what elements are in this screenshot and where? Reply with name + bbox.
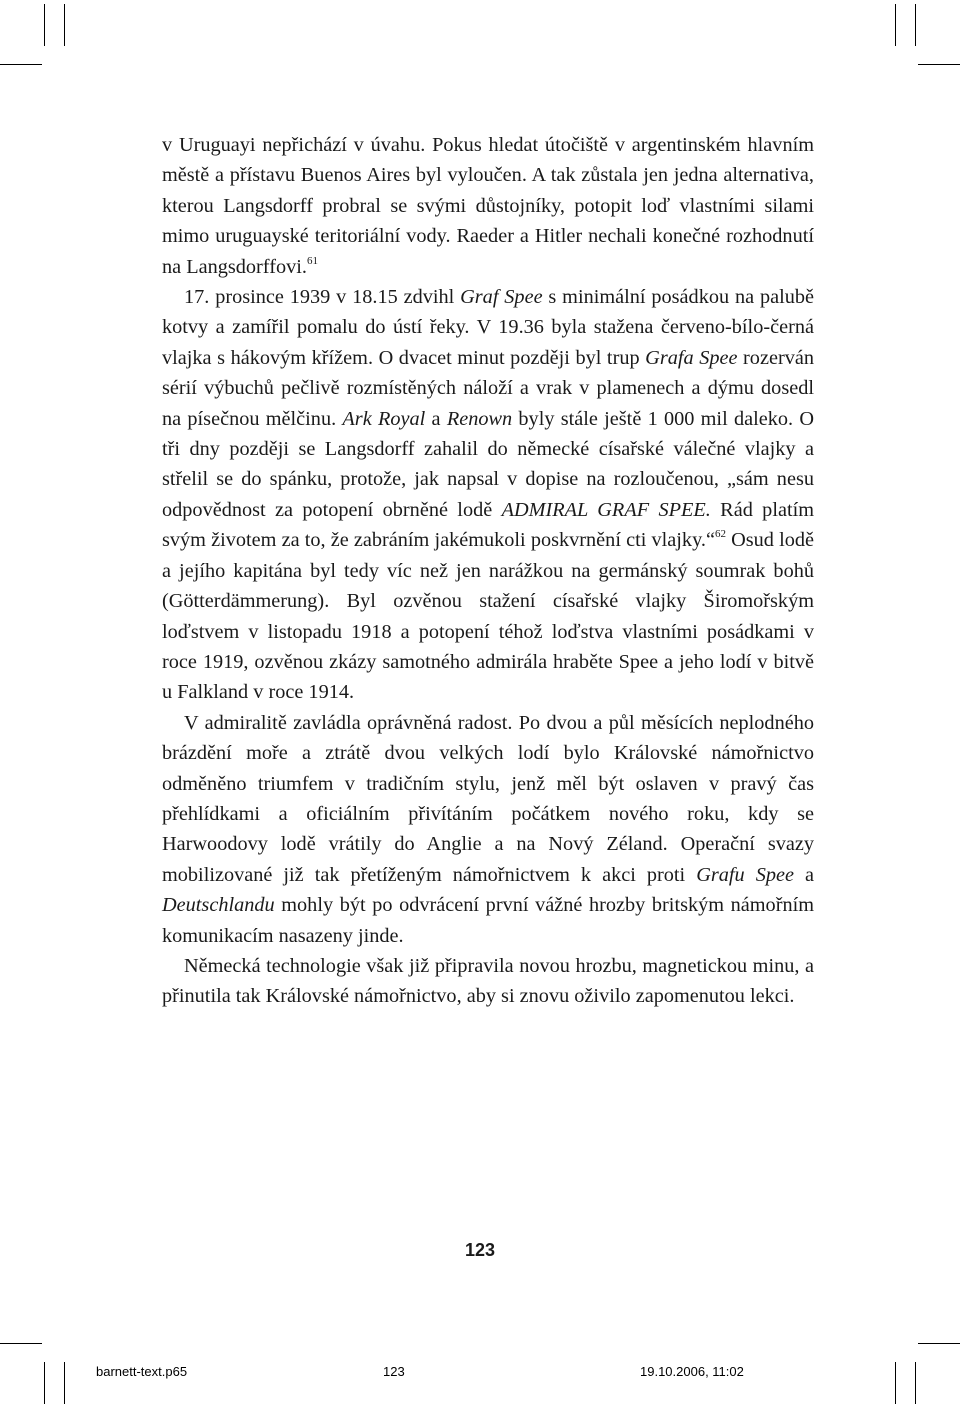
text-run: Německá technologie však již připravila novou hrozbu, magnetickou minu, a přinutila tak Královské námořnictvo, aby si znovu oživilo zapomenutou lekci. <box>162 954 814 1008</box>
italic-run: Renown <box>446 407 513 430</box>
slug-page: 123 <box>383 1364 405 1379</box>
slug-filename: barnett-text.p65 <box>96 1364 188 1379</box>
text-run: mohly být po odvrácení první vážné hrozby britským námořním komunikacím nasazeny jinde. <box>162 894 814 947</box>
text-run: 17. prosince 1939 v 18.15 zdvihl <box>184 286 461 309</box>
crop-mark <box>918 1343 960 1344</box>
page-number: 123 <box>464 1240 496 1260</box>
footnote-ref: 62 <box>714 528 726 541</box>
crop-mark <box>64 1362 65 1404</box>
italic-run: Grafa Spee <box>645 346 738 369</box>
text-run: Rád platím svým životem za to, že zabráním jakémukoli poskvrnění cti vlajky.“ <box>162 498 814 552</box>
italic-run: Ark Royal <box>342 407 426 430</box>
paragraph <box>162 708 814 951</box>
crop-mark <box>915 1362 916 1404</box>
text-run: Osud lodě a jejího kapitána byl tedy víc než jen narážkou na germánský soumrak bohů (Götterdämmerung). Byl ozvěnou stažení císařské vlajky Širomořským loďstvem v listopadu 1918 a potopení téhož loďstva vlastními posádkami v roce 1919, ozvěnou zkázy samotného admirála hraběte Spee a jeho lodí v bitvě u Falkland v roce 1914. <box>162 529 814 704</box>
text-run: V admiralitě zavládla oprávněná radost. Po dvou a půl měsících neplodného brázdění moře a ztrátě dvou velkých lodí bylo Královské námořnictvo odměněno triumfem v tradičním stylu, jenž měl být oslaven v pravý čas přehlídkami a oficiálním přivítáním počátkem nového roku, kdy se Harwoodovy lodě vrátily do Anglie a na Nový Zéland. Operační svazy mobilizované již tak přetíženým námořnictvem k akci proti <box>162 711 814 886</box>
text-run: byly stále ještě 1 000 mil daleko. O tři dny později se Langsdorff zahalil do německé císařské válečné vlajky a střelil se do spánku, protože, jak napsal v dopise na rozloučenou, „sám nesu odpovědnost za potopení obrněné lodě <box>162 407 814 521</box>
paragraph <box>162 951 814 1012</box>
crop-mark <box>918 64 960 65</box>
paragraph <box>162 130 814 282</box>
text-run: rozerván sérií výbuchů pečlivě rozmístěných náloží a vrak v plamenech a dýmu dosedl na písečnou mělčinu. <box>162 346 814 430</box>
italic-run: Grafu Spee <box>696 863 794 886</box>
italic-run: Deutschlandu <box>162 894 275 917</box>
text-run: v Uruguayi nepřichází v úvahu. Pokus hledat útočiště v argentinském hlavním městě a přístavu Buenos Aires byl vyloučen. A tak zůstala jen jedna alternativa, kterou Langsdorff probral se svými důstojníky, potopit loď vlastními silami mimo uruguayské teritoriální vody. Raeder a Hitler nechali konečné rozhodnutí na Langsdorffovi. <box>162 134 814 278</box>
slug-datetime: 19.10.2006, 11:02 <box>640 1364 744 1379</box>
paragraph <box>162 282 814 708</box>
body-text <box>162 130 814 1012</box>
text-run: a <box>425 407 447 430</box>
crop-mark <box>915 4 916 46</box>
crop-mark <box>44 1362 45 1404</box>
text-run: s minimální posádkou na palubě kotvy a zamířil pomalu do ústí řeky. V 19.36 byla stažena červeno-bílo-černá vlajka s hákovým křížem. O dvacet minut později byl trup <box>162 286 815 369</box>
crop-mark <box>895 1362 896 1404</box>
italic-run: ADMIRAL GRAF SPEE. <box>501 498 711 521</box>
crop-mark <box>895 4 896 46</box>
text-run: a <box>793 863 815 886</box>
crop-mark <box>0 64 42 65</box>
footnote-ref: 61 <box>306 254 318 267</box>
crop-mark <box>64 4 65 46</box>
crop-mark <box>44 4 45 46</box>
italic-run: Graf Spee <box>460 286 543 309</box>
crop-mark <box>0 1343 42 1344</box>
